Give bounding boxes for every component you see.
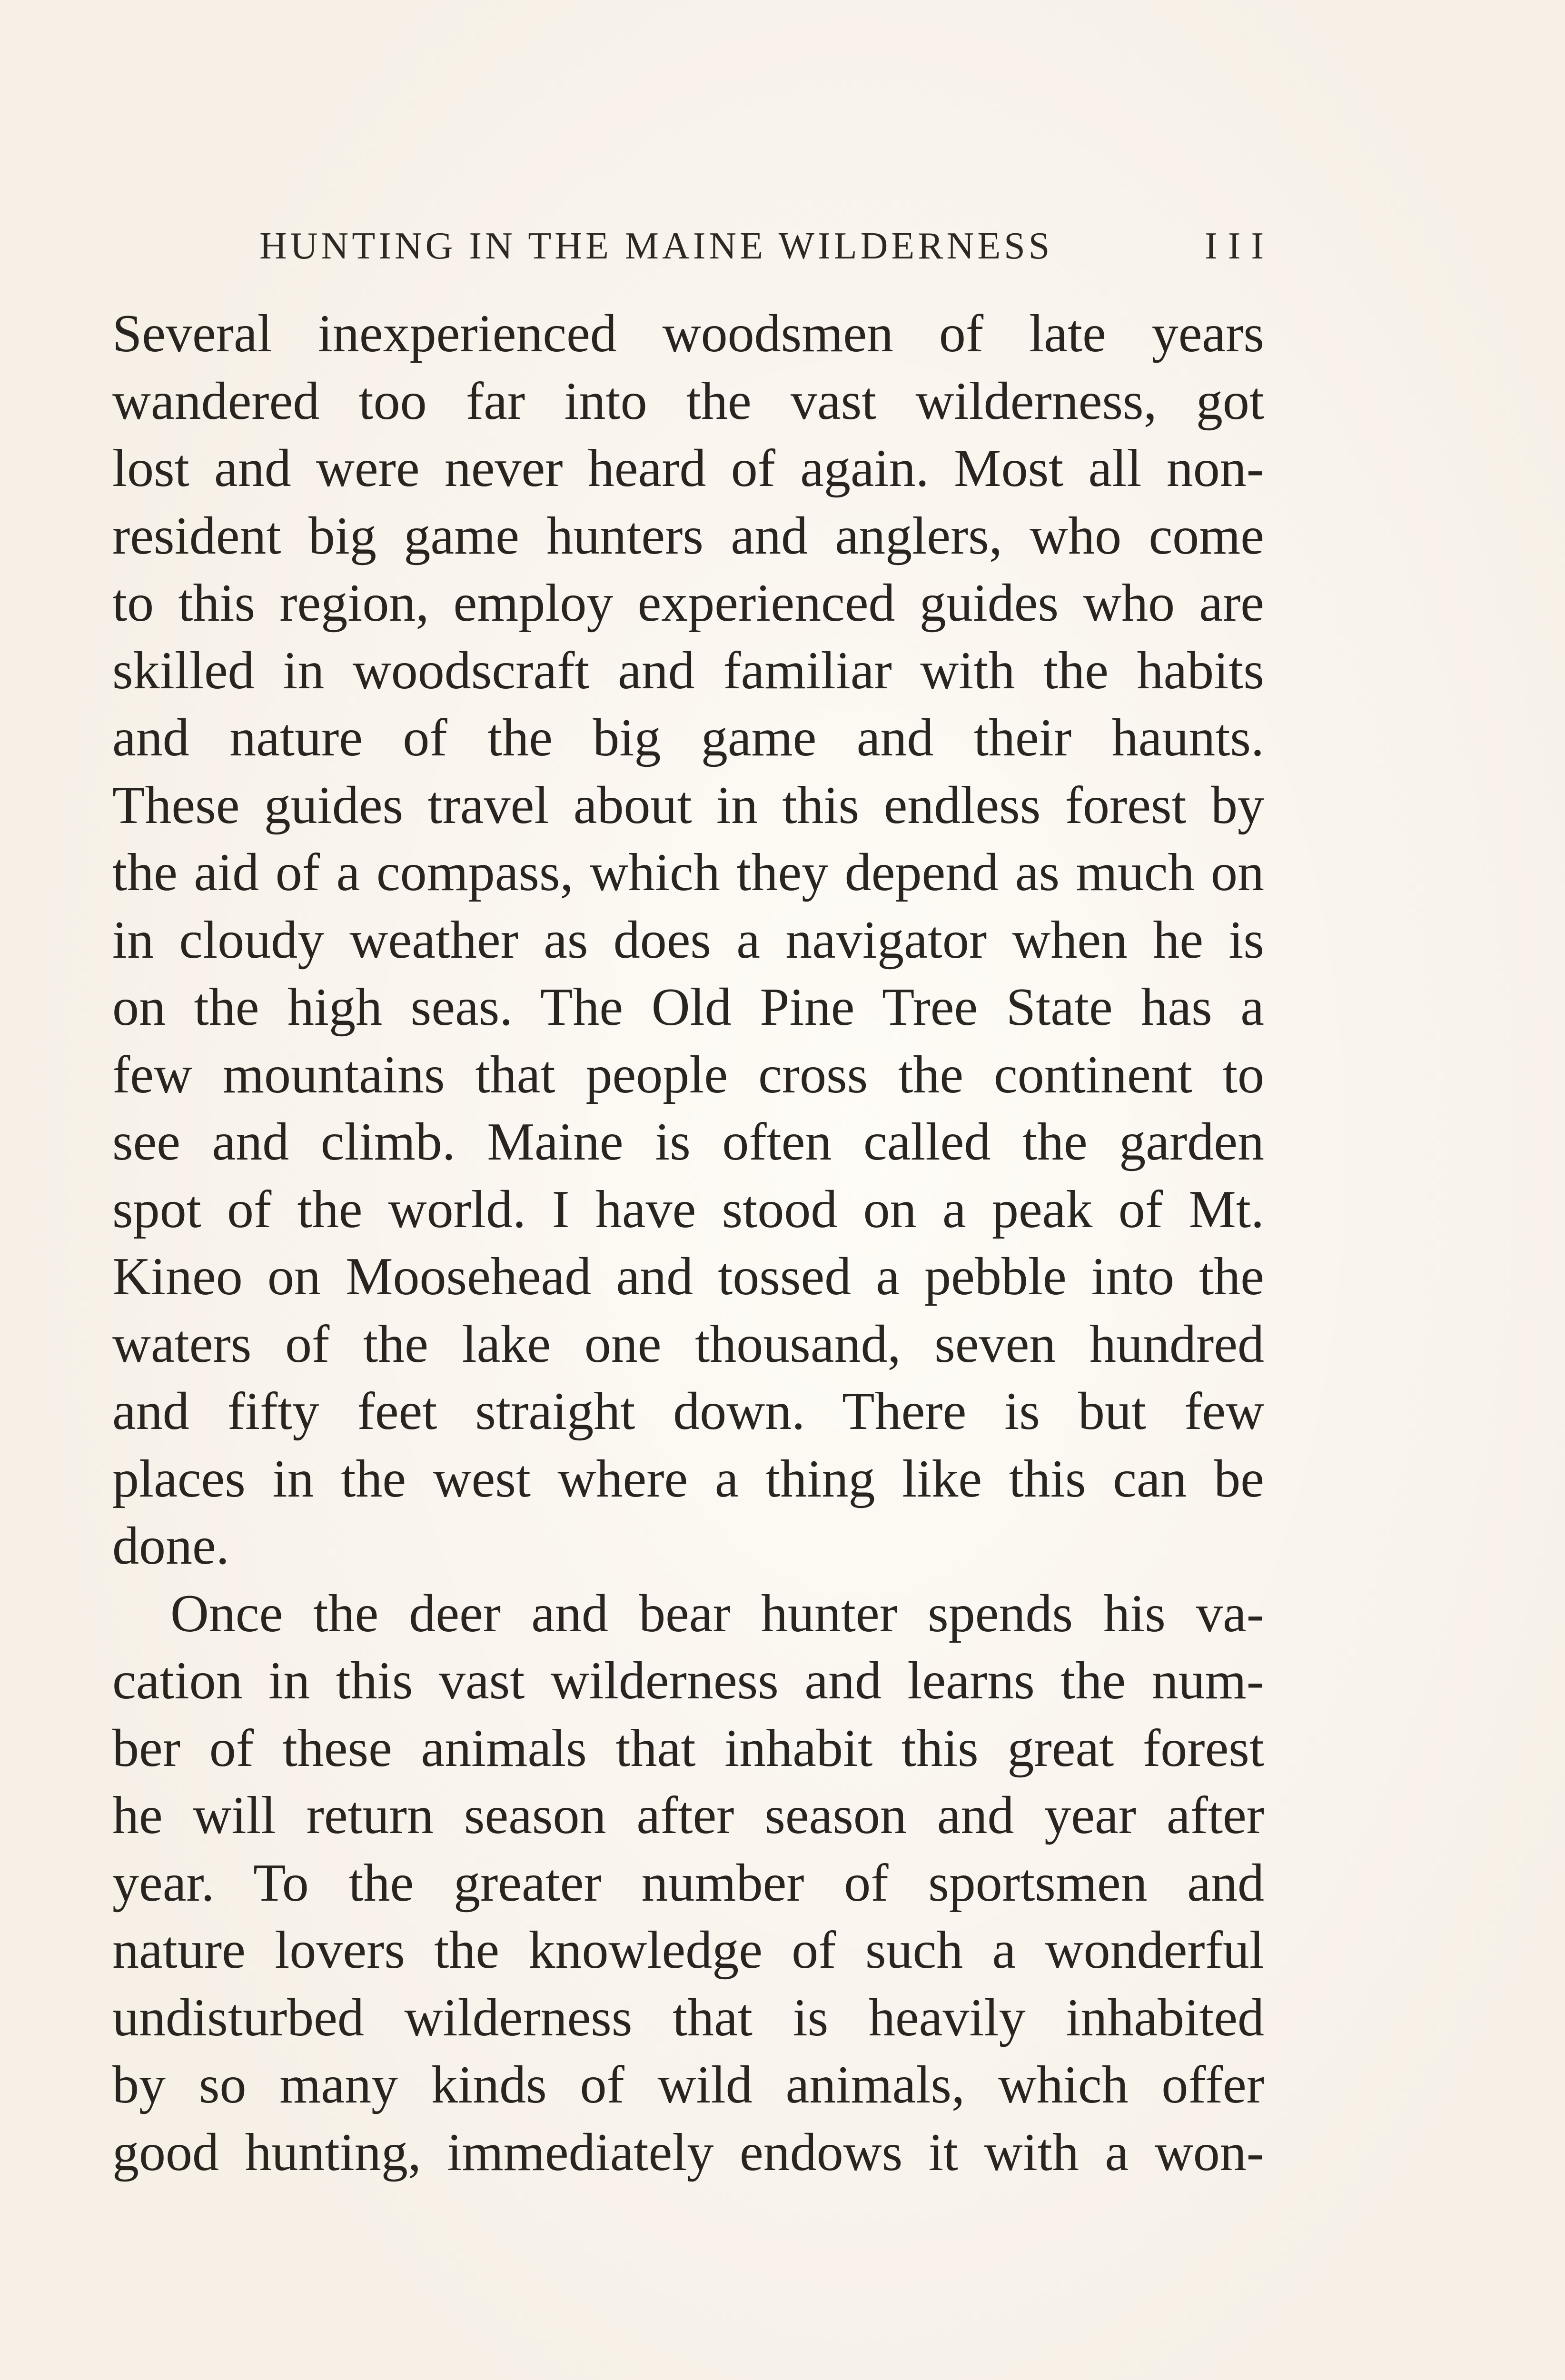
text-line: he will return season after season and year after <box>112 1786 1264 1845</box>
body-text <box>112 300 1264 2186</box>
paragraph <box>112 300 1264 1580</box>
text-line: undisturbed wilderness that is heavily inhabited <box>112 1988 1264 2047</box>
text-line: Once the deer and bear hunter spends his va- <box>170 1584 1264 1643</box>
text-line: few mountains that people cross the continent to <box>112 1045 1264 1104</box>
running-head-title: HUNTING IN THE MAINE WILDERNESS <box>259 225 1053 267</box>
text-line: the aid of a compass, which they depend as much on <box>112 843 1264 902</box>
text-line: Kineo on Moosehead and tossed a pebble into the <box>112 1247 1264 1306</box>
text-line: These guides travel about in this endless forest by <box>112 775 1264 835</box>
text-line: skilled in woodscraft and familiar with the habits <box>112 641 1264 700</box>
text-line: nature lovers the knowledge of such a wonderful <box>112 1921 1264 1980</box>
page-number: III <box>1205 225 1274 267</box>
text-line: and nature of the big game and their haunts. <box>112 708 1264 767</box>
text-line: by so many kinds of wild animals, which offer <box>112 2055 1264 2114</box>
text-line: places in the west where a thing like this can be <box>112 1449 1264 1508</box>
paragraph <box>112 1580 1264 2187</box>
text-line: ber of these animals that inhabit this great forest <box>112 1718 1264 1778</box>
text-line: and fifty feet straight down. There is but few <box>112 1382 1264 1441</box>
text-line: done. <box>112 1517 229 1576</box>
text-line: spot of the world. I have stood on a peak of Mt. <box>112 1180 1264 1239</box>
text-line: waters of the lake one thousand, seven hundred <box>112 1314 1264 1374</box>
text-line: good hunting, immediately endows it with a won- <box>112 2122 1264 2182</box>
text-line: on the high seas. The Old Pine Tree State has a <box>112 978 1264 1037</box>
text-line: resident big game hunters and anglers, who come <box>112 506 1264 565</box>
text-line: in cloudy weather as does a navigator when he is <box>112 910 1264 970</box>
text-line: wandered too far into the vast wilderness, got <box>112 371 1264 431</box>
text-line: year. To the greater number of sportsmen and <box>112 1853 1264 1913</box>
running-head <box>259 220 1274 272</box>
text-line: Several inexperienced woodsmen of late years <box>112 304 1264 363</box>
text-line: lost and were never heard of again. Most all non- <box>112 439 1264 498</box>
text-line: to this region, employ experienced guides who are <box>112 574 1264 633</box>
text-line: cation in this vast wilderness and learns the num- <box>112 1651 1264 1710</box>
text-line: see and climb. Maine is often called the garden <box>112 1112 1264 1171</box>
